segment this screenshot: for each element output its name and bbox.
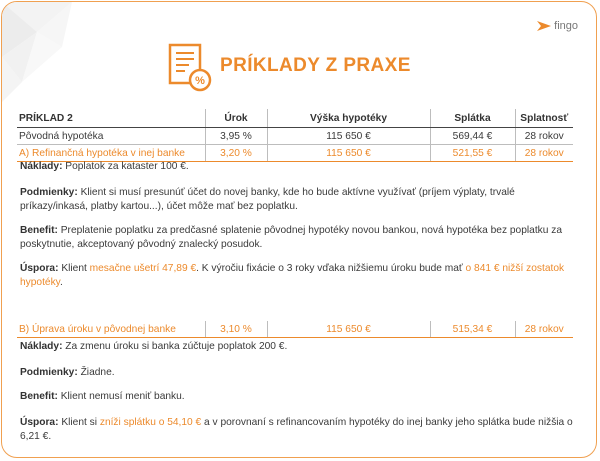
table-row-option-a [17, 145, 573, 162]
table-cell: 569,44 € [430, 128, 515, 145]
document-percent-icon [167, 42, 215, 94]
table-cell: B) Úprava úroku v pôvodnej banke [17, 321, 205, 338]
table-cell: A) Refinančná hypotéka v inej banke [17, 145, 205, 162]
table-cell: 515,34 € [430, 321, 515, 338]
table-cell: 3,20 % [205, 145, 267, 162]
fingo-logo [537, 20, 578, 32]
section-a-podmienky: Podmienky: Klient si musí presunúť účet do novej banky, kde ho bude aktívne využívať (príjem výplaty, trvalé príkazy/inkasá, platby kartou...), účet môže mať bez poplatku. [20, 187, 515, 212]
svg-text:%: % [195, 75, 205, 87]
section-b-podmienky: Podmienky: Žiadne. [20, 367, 115, 378]
balance-saving-highlight: o 841 € nižší zostatok hypotéky [20, 263, 565, 288]
table-cell: 115 650 € [267, 145, 430, 162]
table-cell: 521,55 € [430, 145, 515, 162]
fingo-logo-text: fingo [554, 20, 578, 32]
table-cell: 3,95 % [205, 128, 267, 145]
table-header-row [17, 109, 573, 128]
column-header: Výška hypotéky [267, 109, 430, 128]
column-header: Úrok [205, 109, 267, 128]
option-b-table [17, 321, 573, 338]
monthly-saving-highlight: mesačne ušetrí 47,89 € [89, 263, 197, 274]
table-cell: 115 650 € [267, 128, 430, 145]
page-title: PRÍKLADY Z PRAXE [220, 55, 411, 76]
section-b-uspora: Úspora: Klient si zníži splátku o 54,10 € a v porovnaní s refinancovaním hypotéky do inej banky jeho splátka bude nižšia o 6,21 €. [20, 417, 573, 442]
table-cell: 3,10 % [205, 321, 267, 338]
section-a-benefit: Benefit: Preplatenie poplatku za predčasné splatenie pôvodnej hypotéky novou bankou, nová hypotéka bez poplatku za poskytnutie, akceptovaný pôvodný znalecký posudok. [20, 225, 562, 250]
section-b-naklady: Náklady: Za zmenu úroku si banka zúčtuje poplatok 200 €. [20, 341, 288, 352]
column-header: Splátka [430, 109, 515, 128]
table-cell: 28 rokov [515, 321, 573, 338]
table-cell: Pôvodná hypotéka [17, 128, 205, 145]
table-row-option-b [17, 321, 573, 338]
table-row-original [17, 128, 573, 145]
mortgage-comparison-table [17, 109, 573, 162]
slide-card [1, 1, 597, 458]
column-header: Splatnosť [515, 109, 573, 128]
decorative-polygon-pattern [2, 2, 122, 122]
table-cell: 115 650 € [267, 321, 430, 338]
payment-reduction-highlight: zníži splátku o 54,10 € [99, 417, 202, 428]
section-a-uspora: Úspora: Klient mesačne ušetrí 47,89 €. K výročiu fixácie o 3 roky vďaka nižšiemu úroku bude mať o 841 € nižší zostatok hypotéky. [20, 263, 565, 288]
section-a-naklady: Náklady: Poplatok za kataster 100 €. [20, 161, 189, 172]
column-header: PRÍKLAD 2 [17, 109, 205, 128]
section-b-benefit: Benefit: Klient nemusí meniť banku. [20, 391, 185, 402]
fingo-logo-icon [537, 21, 551, 31]
table-cell: 28 rokov [515, 128, 573, 145]
table-cell: 28 rokov [515, 145, 573, 162]
